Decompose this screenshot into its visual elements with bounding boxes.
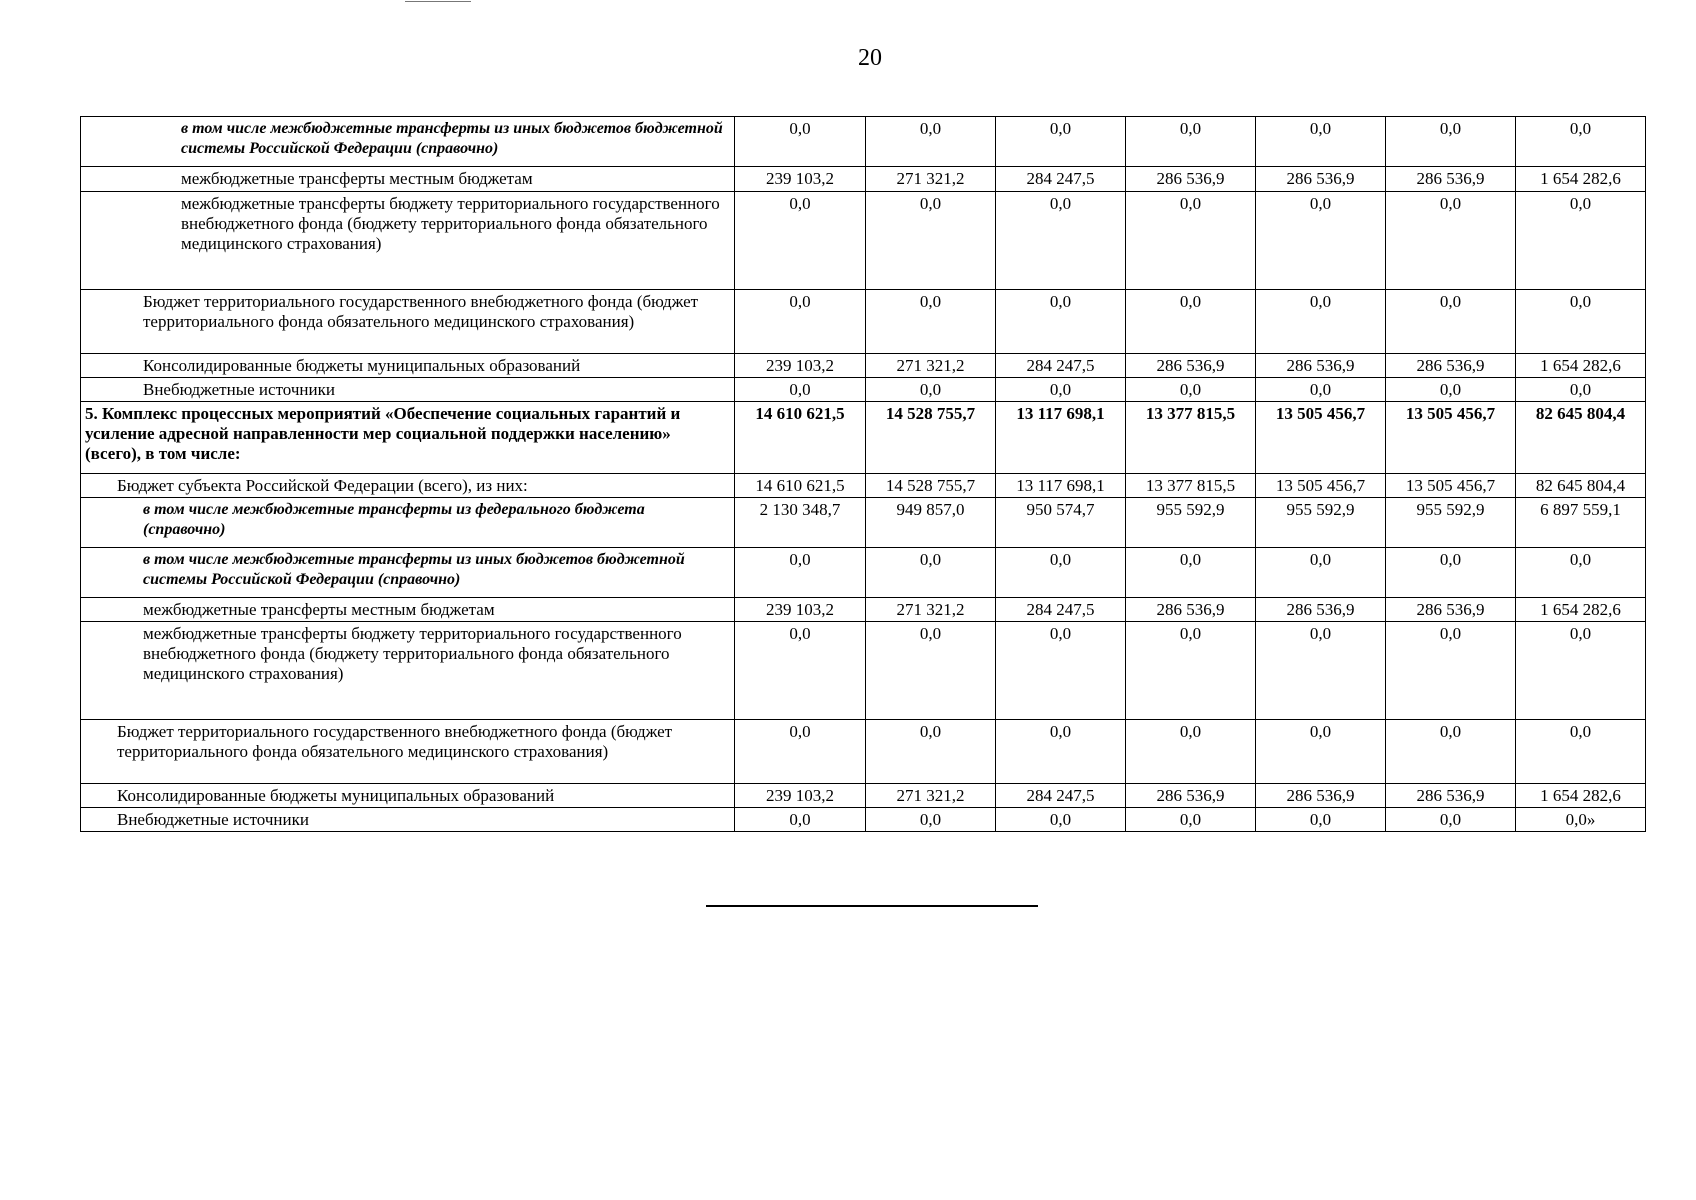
value-cell: 0,0: [866, 808, 996, 832]
table-row: [81, 290, 1646, 354]
row-label: межбюджетные трансферты местным бюджетам: [81, 167, 735, 192]
value-cell: 0,0: [866, 117, 996, 167]
table-row: [81, 598, 1646, 622]
row-label: в том числе межбюджетные трансферты из иных бюджетов бюджетной системы Российской Федерации (справочно): [81, 548, 735, 598]
value-cell: 1 654 282,6: [1516, 354, 1646, 378]
value-cell: 0,0: [996, 720, 1126, 784]
value-cell: 0,0: [996, 117, 1126, 167]
value-cell: 286 536,9: [1126, 167, 1256, 192]
table-row: [81, 720, 1646, 784]
value-cell: 0,0: [1386, 720, 1516, 784]
value-cell: 0,0: [1386, 622, 1516, 720]
table-row: [81, 117, 1646, 167]
row-label: Бюджет территориального государственного внебюджетного фонда (бюджет территориального фонда обязательного медицинского страхования): [81, 290, 735, 354]
row-label: межбюджетные трансферты бюджету территориального государственного внебюджетного фонда (бюджету территориального фонда обязательного медицинского страхования): [81, 622, 735, 720]
value-cell: 0,0: [735, 720, 866, 784]
value-cell: 0,0: [1386, 117, 1516, 167]
value-cell: 0,0: [1126, 192, 1256, 290]
value-cell: 955 592,9: [1256, 498, 1386, 548]
row-label: Внебюджетные источники: [81, 808, 735, 832]
table-row: [81, 378, 1646, 402]
value-cell: 0,0: [1126, 117, 1256, 167]
value-cell: 0,0: [996, 808, 1126, 832]
value-cell: 6 897 559,1: [1516, 498, 1646, 548]
value-cell: 0,0: [866, 290, 996, 354]
table-row: [81, 474, 1646, 498]
row-label: в том числе межбюджетные трансферты из федерального бюджета (справочно): [81, 498, 735, 548]
value-cell: 0,0: [1256, 192, 1386, 290]
row-label: межбюджетные трансферты местным бюджетам: [81, 598, 735, 622]
value-cell: 0,0: [1256, 548, 1386, 598]
value-cell: 0,0: [1516, 290, 1646, 354]
value-cell: 0,0: [1516, 117, 1646, 167]
value-cell: 0,0: [1126, 622, 1256, 720]
value-cell: 0,0: [1256, 290, 1386, 354]
value-cell: 0,0: [1126, 548, 1256, 598]
row-label: 5. Комплекс процессных мероприятий «Обеспечение социальных гарантий и усиление адресной направленности мер социальной поддержки населению» (всего), в том числе:: [81, 402, 735, 474]
value-cell: 0,0: [735, 622, 866, 720]
value-cell: 14 610 621,5: [735, 474, 866, 498]
value-cell: 0,0: [1256, 808, 1386, 832]
value-cell: 14 528 755,7: [866, 474, 996, 498]
value-cell: 0,0: [735, 548, 866, 598]
value-cell: 0,0: [1516, 192, 1646, 290]
value-cell: 271 321,2: [866, 598, 996, 622]
value-cell: 0,0: [1516, 548, 1646, 598]
value-cell: 13 117 698,1: [996, 402, 1126, 474]
page-number: 20: [858, 45, 882, 71]
value-cell: 0,0: [1386, 290, 1516, 354]
value-cell: 13 377 815,5: [1126, 474, 1256, 498]
table-row: [81, 402, 1646, 474]
budget-table: [80, 116, 1646, 832]
value-cell: 239 103,2: [735, 784, 866, 808]
table-row: [81, 167, 1646, 192]
value-cell: 13 505 456,7: [1256, 474, 1386, 498]
value-cell: 284 247,5: [996, 598, 1126, 622]
value-cell: 284 247,5: [996, 354, 1126, 378]
value-cell: 286 536,9: [1126, 598, 1256, 622]
value-cell: 0,0: [1126, 378, 1256, 402]
value-cell: 286 536,9: [1386, 167, 1516, 192]
value-cell: 0,0: [1516, 622, 1646, 720]
row-label: Консолидированные бюджеты муниципальных образований: [81, 354, 735, 378]
table-row: [81, 192, 1646, 290]
value-cell: 13 377 815,5: [1126, 402, 1256, 474]
value-cell: 13 505 456,7: [1386, 474, 1516, 498]
value-cell: 239 103,2: [735, 354, 866, 378]
value-cell: 2 130 348,7: [735, 498, 866, 548]
value-cell: 0,0: [866, 548, 996, 598]
value-cell: 13 505 456,7: [1256, 402, 1386, 474]
value-cell: 1 654 282,6: [1516, 167, 1646, 192]
row-label: межбюджетные трансферты бюджету территориального государственного внебюджетного фонда (бюджету территориального фонда обязательного медицинского страхования): [81, 192, 735, 290]
value-cell: 0,0: [735, 378, 866, 402]
value-cell: 0,0: [1386, 378, 1516, 402]
value-cell: 0,0: [866, 378, 996, 402]
table-row: [81, 784, 1646, 808]
value-cell: 955 592,9: [1386, 498, 1516, 548]
value-cell: 0,0: [1256, 117, 1386, 167]
value-cell: 286 536,9: [1256, 598, 1386, 622]
value-cell: 0,0: [1516, 720, 1646, 784]
table-row: [81, 622, 1646, 720]
value-cell: 284 247,5: [996, 784, 1126, 808]
value-cell: 82 645 804,4: [1516, 402, 1646, 474]
value-cell: 13 117 698,1: [996, 474, 1126, 498]
value-cell: 949 857,0: [866, 498, 996, 548]
value-cell: 14 610 621,5: [735, 402, 866, 474]
value-cell: 0,0: [996, 548, 1126, 598]
value-cell: 950 574,7: [996, 498, 1126, 548]
value-cell: 271 321,2: [866, 354, 996, 378]
row-label: Бюджет субъекта Российской Федерации (всего), из них:: [81, 474, 735, 498]
row-label: Внебюджетные источники: [81, 378, 735, 402]
table-row: [81, 548, 1646, 598]
value-cell: 0,0: [735, 117, 866, 167]
value-cell: 239 103,2: [735, 167, 866, 192]
table-row: [81, 498, 1646, 548]
value-cell: 284 247,5: [996, 167, 1126, 192]
value-cell: 0,0: [1386, 808, 1516, 832]
value-cell: 82 645 804,4: [1516, 474, 1646, 498]
value-cell: 0,0: [735, 290, 866, 354]
value-cell: 0,0: [1256, 622, 1386, 720]
row-label: Консолидированные бюджеты муниципальных образований: [81, 784, 735, 808]
value-cell: 271 321,2: [866, 784, 996, 808]
value-cell: 286 536,9: [1126, 784, 1256, 808]
value-cell: 0,0»: [1516, 808, 1646, 832]
value-cell: 14 528 755,7: [866, 402, 996, 474]
value-cell: 1 654 282,6: [1516, 598, 1646, 622]
value-cell: 0,0: [996, 622, 1126, 720]
value-cell: 239 103,2: [735, 598, 866, 622]
value-cell: 271 321,2: [866, 167, 996, 192]
value-cell: 0,0: [1256, 378, 1386, 402]
value-cell: 0,0: [866, 720, 996, 784]
value-cell: 0,0: [996, 290, 1126, 354]
value-cell: 286 536,9: [1386, 784, 1516, 808]
value-cell: 0,0: [735, 192, 866, 290]
value-cell: 955 592,9: [1126, 498, 1256, 548]
value-cell: 0,0: [866, 192, 996, 290]
value-cell: 0,0: [866, 622, 996, 720]
value-cell: 286 536,9: [1126, 354, 1256, 378]
row-label: в том числе межбюджетные трансферты из иных бюджетов бюджетной системы Российской Федерации (справочно): [81, 117, 735, 167]
top-rule: [405, 1, 471, 2]
footer-rule: [706, 905, 1038, 907]
value-cell: 0,0: [735, 808, 866, 832]
value-cell: 0,0: [1126, 808, 1256, 832]
value-cell: 0,0: [1386, 548, 1516, 598]
value-cell: 286 536,9: [1256, 784, 1386, 808]
value-cell: 286 536,9: [1386, 354, 1516, 378]
row-label: Бюджет территориального государственного внебюджетного фонда (бюджет территориального фонда обязательного медицинского страхования): [81, 720, 735, 784]
value-cell: 0,0: [996, 192, 1126, 290]
table-row: [81, 354, 1646, 378]
value-cell: 0,0: [1126, 290, 1256, 354]
value-cell: 0,0: [996, 378, 1126, 402]
table-row: [81, 808, 1646, 832]
value-cell: 0,0: [1256, 720, 1386, 784]
value-cell: 0,0: [1386, 192, 1516, 290]
value-cell: 1 654 282,6: [1516, 784, 1646, 808]
value-cell: 286 536,9: [1256, 167, 1386, 192]
value-cell: 13 505 456,7: [1386, 402, 1516, 474]
value-cell: 0,0: [1126, 720, 1256, 784]
value-cell: 0,0: [1516, 378, 1646, 402]
value-cell: 286 536,9: [1256, 354, 1386, 378]
value-cell: 286 536,9: [1386, 598, 1516, 622]
